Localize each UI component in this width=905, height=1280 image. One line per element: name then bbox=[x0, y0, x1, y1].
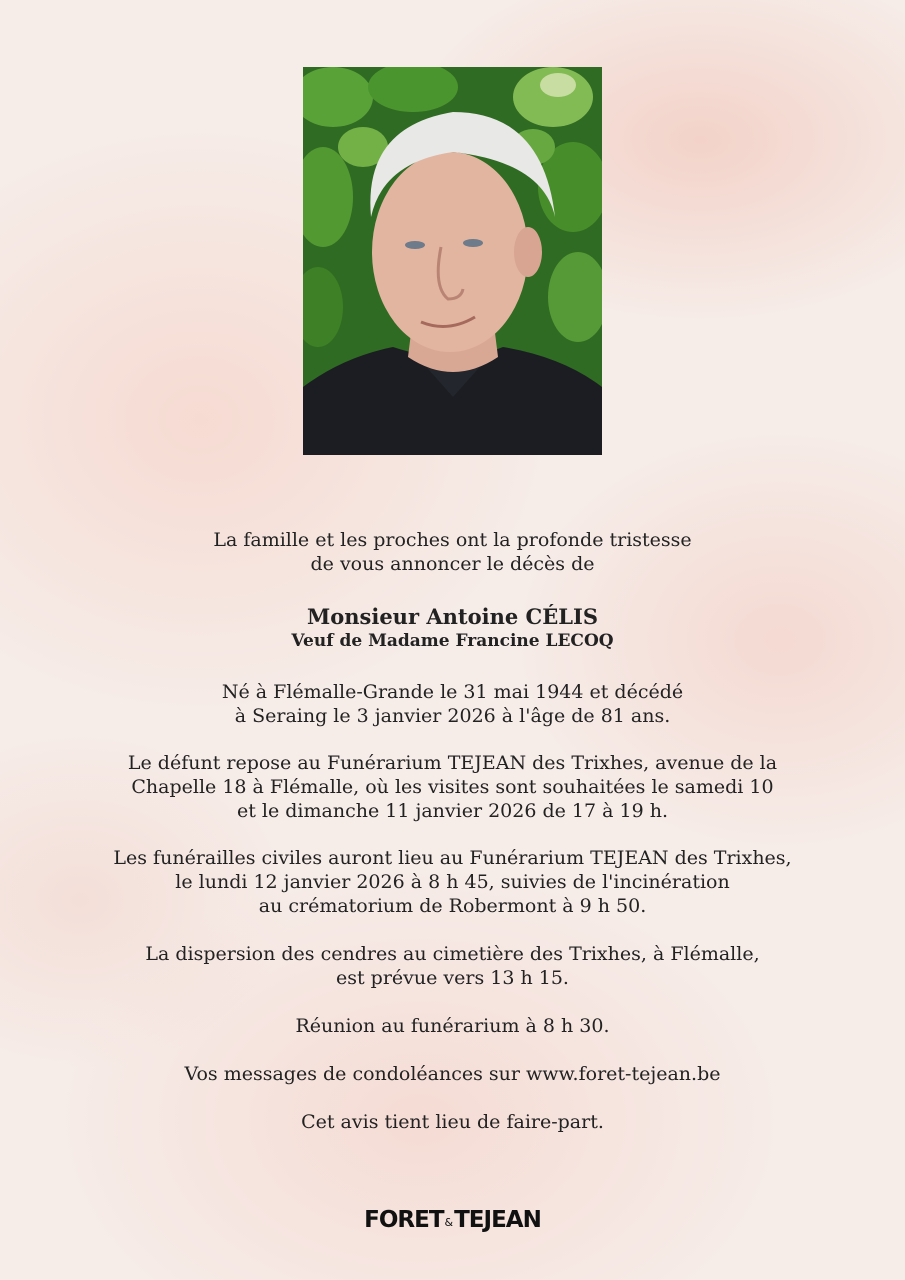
condolences-text: Vos messages de condoléances sur www.foret-tejean.be bbox=[184, 1063, 721, 1085]
funeral-paragraph bbox=[0, 846, 905, 918]
widow-of-text: Veuf de Madame Francine LECOQ bbox=[291, 631, 614, 651]
dispersion-text: La dispersion des cendres au cimetière des Trixhes, à Flémalle, est prévue vers 13 h 15. bbox=[145, 943, 760, 989]
funeral-text: Les funérailles civiles auront lieu au Funérarium TEJEAN des Trixhes, le lundi 12 janvier 2026 à 8 h 45, suivies de l'incinération au crématorium de Robermont à 9 h 50. bbox=[113, 847, 792, 917]
birth-death-text: Né à Flémalle-Grande le 31 mai 1944 et décédé à Seraing le 3 janvier 2026 à l'âge de 81 ans. bbox=[221, 681, 684, 727]
notice-text: Cet avis tient lieu de faire-part. bbox=[301, 1111, 604, 1133]
rest-paragraph bbox=[0, 751, 905, 823]
meeting-paragraph bbox=[0, 1014, 905, 1038]
intro-paragraph bbox=[0, 528, 905, 576]
meeting-text: Réunion au funérarium à 8 h 30. bbox=[295, 1015, 610, 1037]
logo-left: FORET bbox=[364, 1207, 444, 1233]
notice-paragraph bbox=[0, 1110, 905, 1134]
logo-right: TEJEAN bbox=[454, 1207, 541, 1233]
rest-text: Le défunt repose au Funérarium TEJEAN des Trixhes, avenue de la Chapelle 18 à Flémalle, où les visites sont souhaitées le samedi 10 et le dimanche 11 janvier 2026 de 17 à 19 h. bbox=[127, 752, 778, 822]
dispersion-paragraph bbox=[0, 942, 905, 990]
condolences-paragraph bbox=[0, 1062, 905, 1086]
deceased-name: Monsieur Antoine CÉLIS bbox=[307, 604, 598, 629]
logo-ampersand: & bbox=[444, 1216, 454, 1229]
intro-text: La famille et les proches ont la profonde tristesse de vous annoncer le décès de bbox=[213, 529, 692, 575]
birth-death-paragraph bbox=[0, 680, 905, 728]
portrait-photo bbox=[303, 67, 602, 455]
deceased-block bbox=[0, 604, 905, 652]
foret-tejean-logo bbox=[0, 1207, 905, 1233]
